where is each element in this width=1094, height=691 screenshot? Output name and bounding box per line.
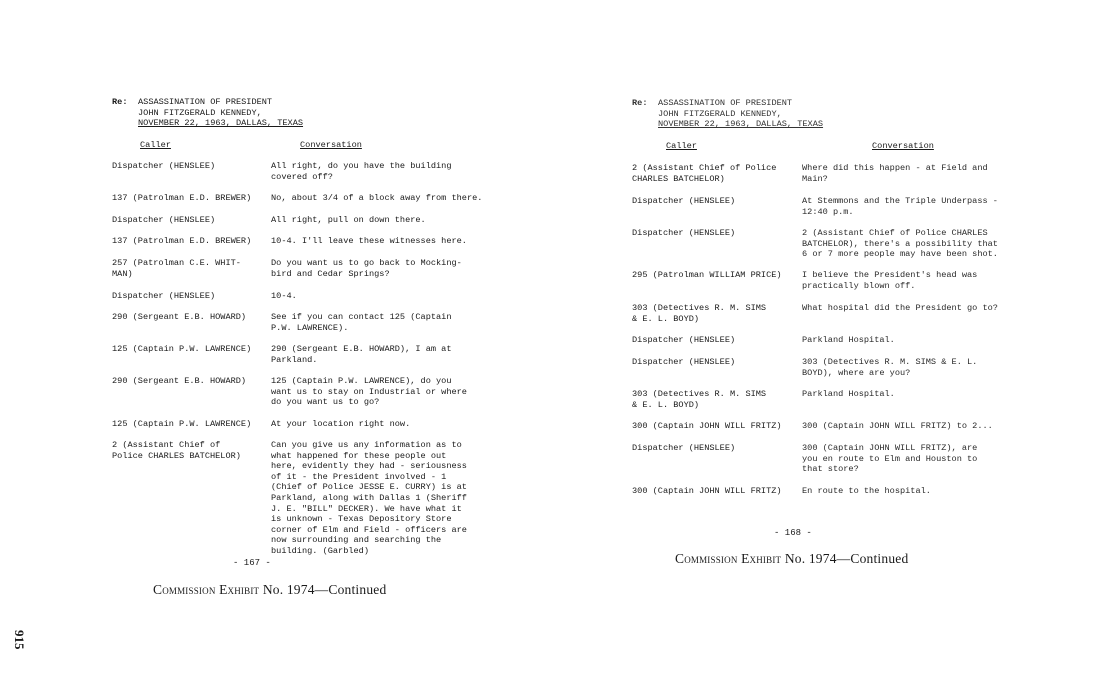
conversation-text: I believe the President's head was practically blown off.	[802, 270, 978, 291]
caller-name: 257 (Patrolman C.E. WHIT- MAN)	[112, 258, 241, 279]
caller-header: Caller	[666, 141, 697, 151]
conversation-text: 10-4.	[271, 291, 297, 301]
conversation-text: 303 (Detectives R. M. SIMS & E. L. BOYD), where are you?	[802, 357, 978, 378]
caller-name: 303 (Detectives R. M. SIMS & E. L. BOYD)	[632, 389, 767, 410]
conversation-text: At your location right now.	[271, 419, 411, 429]
conversation-text: All right, pull on down there.	[271, 215, 426, 225]
re-label: Re:	[112, 97, 128, 107]
page-number: - 168 -	[774, 528, 812, 538]
re-heading	[112, 97, 303, 129]
conversation-text: 2 (Assistant Chief of Police CHARLES BATCHELOR), there's a possibility that 6 or 7 more people may have been shot.	[802, 228, 998, 260]
re-heading	[632, 98, 823, 130]
conversation-text: 290 (Sergeant E.B. HOWARD), I am at Parkland.	[271, 344, 452, 365]
conversation-text: Where did this happen - at Field and Main?	[802, 163, 988, 184]
caller-name: Dispatcher (HENSLEE)	[632, 357, 736, 367]
caller-name: Dispatcher (HENSLEE)	[632, 335, 736, 345]
re-line-2: JOHN FITZGERALD KENNEDY,	[138, 107, 262, 118]
caller-name: 2 (Assistant Chief of Police CHARLES BATCHELOR)	[632, 163, 777, 184]
conversation-text: All right, do you have the building covered off?	[271, 161, 452, 182]
conversation-text: 300 (Captain JOHN WILL FRITZ), are you en route to Elm and Houston to that store?	[802, 443, 978, 475]
conversation-text: At Stemmons and the Triple Underpass - 12:40 p.m.	[802, 196, 998, 217]
conversation-text: 10-4. I'll leave these witnesses here.	[271, 236, 467, 246]
re-line-1: ASSASSINATION OF PRESIDENT	[138, 97, 273, 107]
caller-name: Dispatcher (HENSLEE)	[632, 228, 736, 238]
caller-name: 303 (Detectives R. M. SIMS & E. L. BOYD)	[632, 303, 767, 324]
exhibit-number: No. 1974—Continued	[784, 551, 909, 566]
conversation-header: Conversation	[872, 141, 934, 151]
conversation-text: Parkland Hospital.	[802, 335, 895, 345]
caller-name: 300 (Captain JOHN WILL FRITZ)	[632, 486, 782, 496]
caller-name: 2 (Assistant Chief of Police CHARLES BATCHELOR)	[112, 440, 241, 461]
caller-name: 125 (Captain P.W. LAWRENCE)	[112, 344, 252, 354]
re-line-3: NOVEMBER 22, 1963, DALLAS, TEXAS	[658, 119, 824, 130]
exhibit-number: No. 1974—Continued	[262, 582, 387, 597]
caller-name: 290 (Sergeant E.B. HOWARD)	[112, 312, 247, 322]
conversation-text: En route to the hospital.	[802, 486, 931, 496]
caller-name: 125 (Captain P.W. LAWRENCE)	[112, 419, 252, 429]
conversation-text: No, about 3/4 of a block away from there.	[271, 193, 483, 203]
conversation-text: Do you want us to go back to Mocking- bird and Cedar Springs?	[271, 258, 462, 279]
caller-header: Caller	[140, 140, 171, 150]
caller-name: Dispatcher (HENSLEE)	[112, 291, 216, 301]
volume-page-number: 915	[12, 630, 27, 650]
caller-name: Dispatcher (HENSLEE)	[632, 196, 736, 206]
caller-name: Dispatcher (HENSLEE)	[112, 215, 216, 225]
conversation-header: Conversation	[300, 140, 362, 150]
exhibit-caption-left	[153, 582, 386, 598]
exhibit-caption-right	[675, 551, 908, 567]
caller-name: 300 (Captain JOHN WILL FRITZ)	[632, 421, 782, 431]
caller-name: 137 (Patrolman E.D. BREWER)	[112, 193, 252, 203]
re-line-2: JOHN FITZGERALD KENNEDY,	[658, 108, 782, 119]
conversation-text: What hospital did the President go to?	[802, 303, 998, 313]
re-line-1: ASSASSINATION OF PRESIDENT	[658, 98, 793, 108]
conversation-text: See if you can contact 125 (Captain P.W. LAWRENCE).	[271, 312, 452, 333]
conversation-text: Parkland Hospital.	[802, 389, 895, 399]
conversation-text: 125 (Captain P.W. LAWRENCE), do you want us to stay on Industrial or where do you want us to go?	[271, 376, 467, 408]
re-label: Re:	[632, 98, 648, 108]
re-line-3: NOVEMBER 22, 1963, DALLAS, TEXAS	[138, 118, 304, 129]
exhibit-prefix: Commission Exhibit	[153, 582, 260, 597]
conversation-text: 300 (Captain JOHN WILL FRITZ) to 2...	[802, 421, 993, 431]
conversation-text: Can you give us any information as to what happened for these people out here, evidently they had - seriousness of it - the President involved - 1 (Chief of Police JESSE E. CURRY) is at Parkland, along with Dallas 1 (Sheriff J. E. "BILL" DECKER). We have what it is unknown - Texas Depository Store corner of Elm and Field - officers are now surrounding and searching the building. (Garbled)	[271, 440, 467, 556]
exhibit-prefix: Commission Exhibit	[675, 551, 782, 566]
page-number: - 167 -	[233, 558, 271, 568]
caller-name: 137 (Patrolman E.D. BREWER)	[112, 236, 252, 246]
caller-name: Dispatcher (HENSLEE)	[112, 161, 216, 171]
caller-name: 290 (Sergeant E.B. HOWARD)	[112, 376, 247, 386]
caller-name: 295 (Patrolman WILLIAM PRICE)	[632, 270, 782, 280]
caller-name: Dispatcher (HENSLEE)	[632, 443, 736, 453]
